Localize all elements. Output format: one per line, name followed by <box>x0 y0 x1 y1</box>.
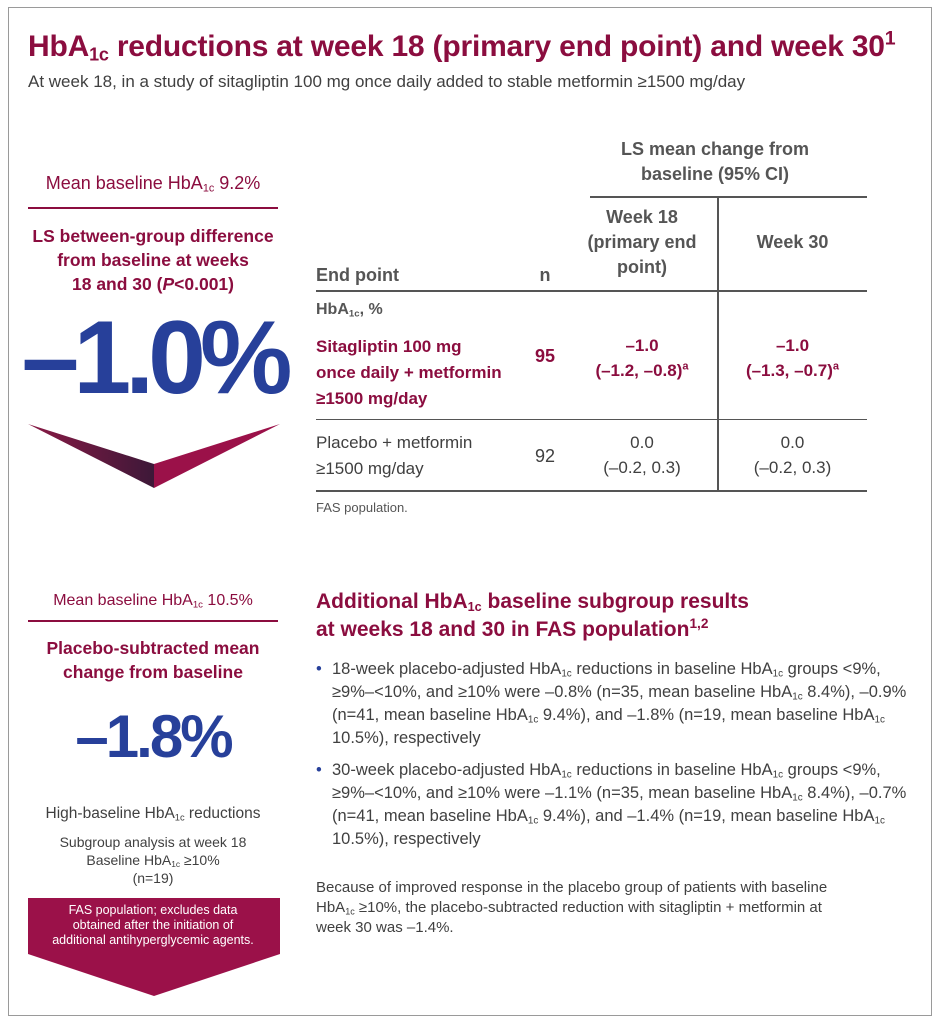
col-header-endpoint: End point <box>316 265 399 285</box>
row-rule <box>316 419 867 420</box>
col-header-week18: Week 18 (primary end point) <box>587 207 697 277</box>
fas-population-note: FAS population; excludes data obtained after the initiation of additional antihyperglycemic agents. <box>52 903 254 947</box>
table-cell-week18: –1.0 (–1.2, –0.8)$^a$ <box>595 336 689 380</box>
table-row-label: Placebo + metformin ≥1500 mg/day <box>316 433 473 478</box>
ls-difference-heading: LS between-group difference from baseline at weeks 18 and 30 (P<0.001) <box>32 226 274 294</box>
subgroup-description: Subgroup analysis at week 18 Baseline HbA$_{1c}$ ≥10% (n=19) <box>59 834 247 886</box>
table-cell-week30: –1.0 (–1.3, –0.7)$^a$ <box>745 336 840 380</box>
list-item: • 30-week placebo-adjusted HbA$_{1c}$ reductions in baseline HbA$_{1c}$ groups <9%, ≥9%–<10%, and ≥10% were –1.1% (n=35, mean baseline HbA$_{1c}$ 8.4%), –0.7% (n=41, mean baseline HbA$_{1c}$ 9.4%), and –1.4% (n=19, mean baseline HbA$_{1c}$ 10.5%), respectively <box>316 761 907 848</box>
table-cell-week30: 0.0 (–0.2, 0.3) <box>753 433 832 477</box>
col-header-week30: Week 30 <box>756 232 829 252</box>
header-rule <box>590 196 867 198</box>
explanatory-note: Because of improved response in the placebo group of patients with baseline HbA$_{1c}$ ≥10%, the placebo-subtracted reduction with sitagliptin + metformin at week 30 was –1.4%. <box>316 879 828 936</box>
table-footnote: FAS population. <box>316 500 408 515</box>
results-bullet-list <box>316 658 916 860</box>
big-reduction-value-2: –1.8% <box>75 703 231 770</box>
divider <box>28 207 278 209</box>
page-title: HbA$_{1c}$ reductions at week 18 (primary end point) and week $30^1$ <box>28 27 896 65</box>
placebo-subtracted-heading: Placebo-subtracted mean change from baseline <box>46 638 260 682</box>
mean-baseline-label-2: Mean baseline HbA$_{1c}$ 10.5% <box>53 592 253 611</box>
col-header-n: n <box>539 265 551 285</box>
table-group-header: LS mean change from baseline (95% CI) <box>620 139 810 184</box>
bullet-icon: • <box>316 761 322 779</box>
bullet-icon: • <box>316 660 322 678</box>
table-cell-n: 95 <box>534 346 556 366</box>
list-item: • 18-week placebo-adjusted HbA$_{1c}$ reductions in baseline HbA$_{1c}$ groups <9%, ≥9%–<10%, and ≥10% were –0.8% (n=35, mean baseline HbA$_{1c}$ 8.4%), –0.9% (n=41, mean baseline HbA$_{1c}$ 9.4%), and –1.8% (n=19, mean baseline HbA$_{1c}$ 10.5%), respectively <box>316 660 907 747</box>
mean-baseline-label: Mean baseline HbA$_{1c}$ 9.2% <box>45 173 261 195</box>
additional-results-heading: Additional HbA$_{1c}$ baseline subgroup results at weeks 18 and 30 in FAS population$^{1,2}$ <box>316 590 749 641</box>
table-section-label: HbA$_{1c}$, % <box>316 301 383 320</box>
page-subtitle: At week 18, in a study of sitagliptin 100 mg once daily added to stable metformin ≥1500 mg/day <box>28 72 746 91</box>
table-header-rule <box>316 290 867 292</box>
table-cell-week18: 0.0 (–0.2, 0.3) <box>603 433 681 477</box>
down-chevron-graphic <box>28 424 280 488</box>
table-cell-n: 92 <box>534 446 556 466</box>
table-bottom-rule <box>316 490 867 492</box>
table-row-label: Sitagliptin 100 mg once daily + metformin ≥1500 mg/day <box>316 337 502 408</box>
divider <box>28 620 278 622</box>
high-baseline-heading: High-baseline HbA$_{1c}$ reductions <box>45 805 261 823</box>
big-reduction-value: –1.0% <box>21 300 287 416</box>
